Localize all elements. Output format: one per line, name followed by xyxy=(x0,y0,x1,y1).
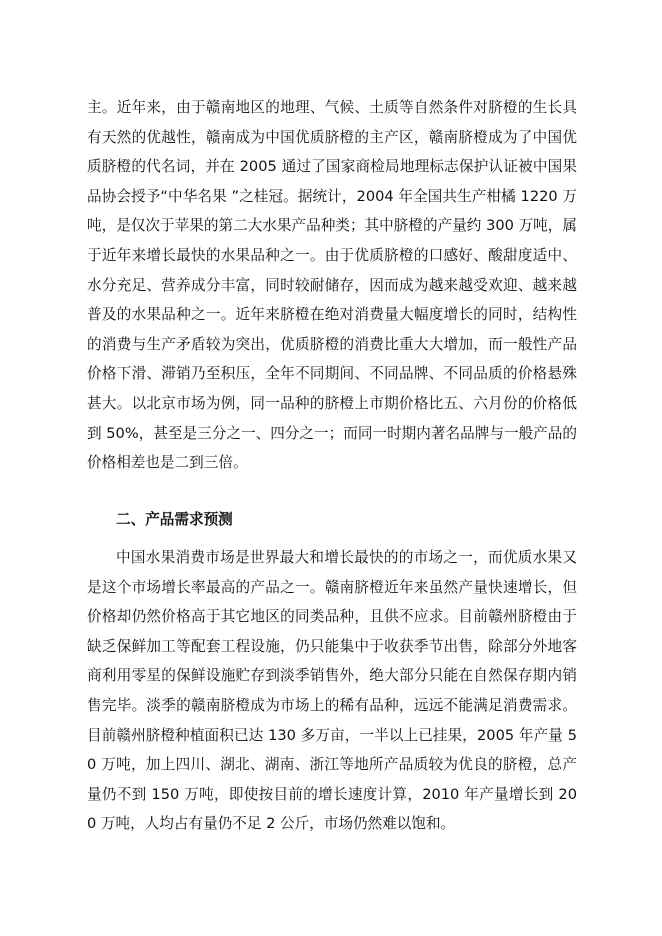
body-paragraph: 中国水果消费市场是世界最大和增长最快的的市场之一，而优质水果又是这个市场增长率最高的产品之一。赣南脐橙近年来虽然产量快速增长，但价格却仍然价格高于其它地区的同类品种，且供不应求。目前赣州脐橙由于缺乏保鲜加工等配套工程设施，仍只能集中于收获季节出售，除部分外地客商利用零星的保鲜设施贮存到淡季销售外，绝大部分只能在自然保存期内销售完毕。淡季的赣南脐橙成为市场上的稀有品种，远远不能满足消费需求。目前赣州脐橙种植面积已达 130 多万亩，一半以上已挂果，2005 年产量 50 万吨，加上四川、湖北、湖南、浙江等地所产品质较为优良的脐橙，总产量仍不到 150 万吨，即使按目前的增长速度计算，2010 年产量增长到 200 万吨，人均占有量仍不足 2 公斤，市场仍然难以饱和。 xyxy=(87,549,577,833)
section-heading: 二、产品需求预测 xyxy=(116,511,233,528)
body-paragraph: 主。近年来，由于赣南地区的地理、气候、土质等自然条件对脐橙的生长具有天然的优越性，赣南成为中国优质脐橙的主产区，赣南脐橙成为了中国优质脐橙的代名词，并在 2005 通过了国家商检局地理标志保护认证被中国果品协会授予“中华名果 ”之桂冠。据统计，2004 年全国共生产柑橘 1220 万吨，是仅次于苹果的第二大水果产品种类；其中脐橙的产量约 300 万吨，属于近年来增长最快的水果品种之一。由于优质脐橙的口感好、酸甜度适中、水分充足、营养成分丰富，同时较耐储存，因而成为越来越受欢迎、越来越普及的水果品种之一。近年来脐橙在绝对消费量大幅度增长的同时，结构性的消费与生产矛盾较为突出，优质脐橙的消费比重大大增加，而一般性产品价格下滑、滞销乃至积压，全年不同期间、不同品牌、不同品质的价格悬殊甚大。以北京市场为例，同一品种的脐橙上市期价格比五、六月份的价格低到 50%，甚至是三分之一、四分之一；而同一时期内著名品牌与一般产品的价格相差也是二到三倍。 xyxy=(87,99,577,472)
